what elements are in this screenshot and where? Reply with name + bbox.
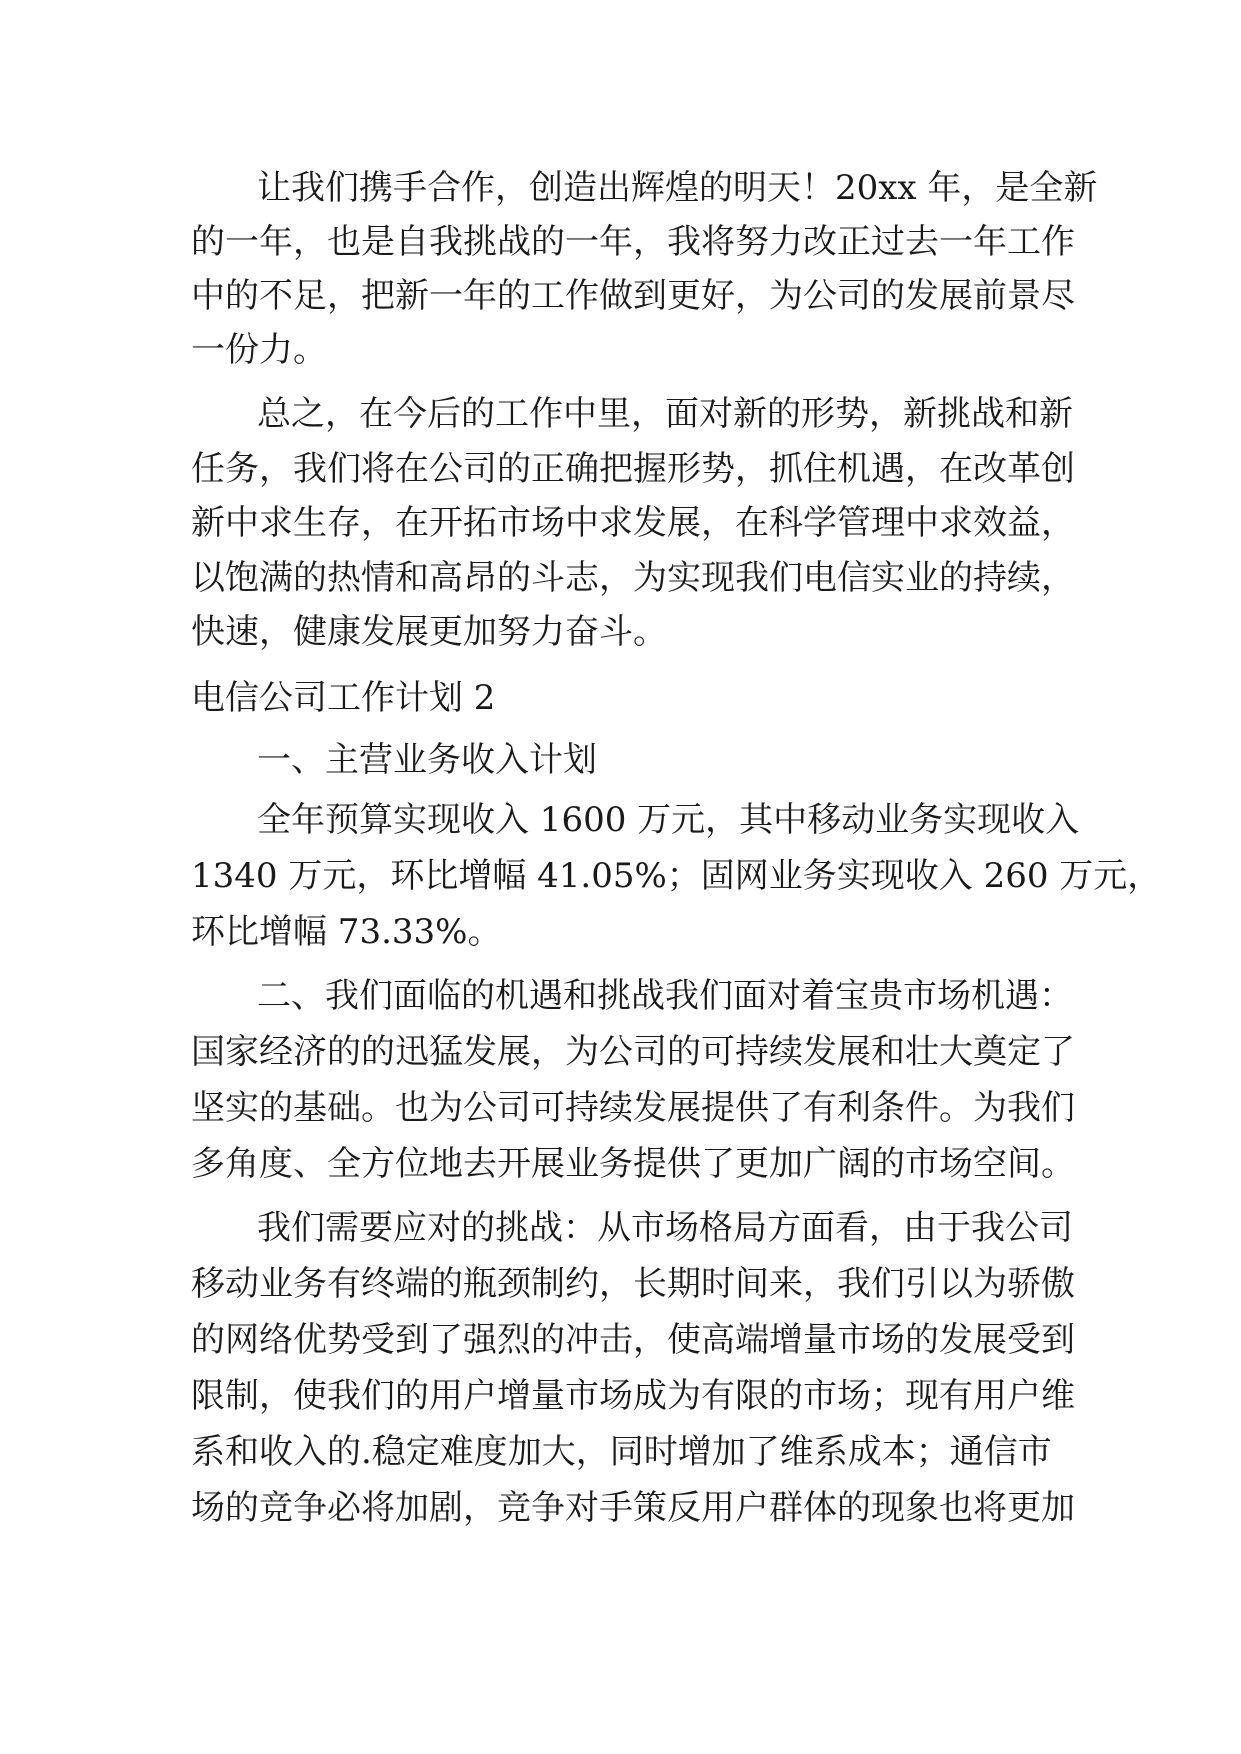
- text-line: 的一年，也是自我挑战的一年，我将努力改正过去一年工作: [191, 222, 1075, 262]
- text-line: 1340 万元，环比增幅 41.05%；固网业务实现收入 260 万元，: [191, 856, 1162, 896]
- text-line: 总之，在今后的工作中里，面对新的形势，新挑战和新: [257, 394, 1073, 434]
- text-line: 以饱满的热情和高昂的斗志，为实现我们电信实业的持续，: [191, 558, 1075, 598]
- text-line: 中的不足，把新一年的工作做到更好，为公司的发展前景尽: [191, 276, 1075, 316]
- text-line: 一份力。: [191, 330, 327, 370]
- paragraph-3-line-1: [0, 798, 1241, 842]
- text-line: 限制，使我们的用户增量市场成为有限的市场；现有用户维: [191, 1376, 1075, 1416]
- section-heading-1: [0, 738, 1241, 782]
- paragraph-4-line-2: [0, 1030, 1241, 1074]
- paragraph-5-line-1: [0, 1206, 1241, 1250]
- text-line: 移动业务有终端的瓶颈制约，长期时间来，我们引以为骄傲: [191, 1264, 1075, 1304]
- text-line: 任务，我们将在公司的正确把握形势，抓住机遇，在改革创: [191, 449, 1075, 489]
- paragraph-5-line-6: [0, 1486, 1241, 1530]
- text-line: 场的竞争必将加剧，竞争对手策反用户群体的现象也将更加: [191, 1488, 1075, 1528]
- text-line: 系和收入的.稳定难度加大，同时增加了维系成本；通信市: [191, 1432, 1052, 1472]
- paragraph-3-line-3: [0, 910, 1241, 954]
- paragraph-3-line-2: [0, 854, 1241, 898]
- paragraph-2-line-2: [0, 447, 1241, 491]
- text-line: 环比增幅 73.33%。: [191, 912, 502, 952]
- paragraph-5-line-5: [0, 1430, 1241, 1474]
- text-line: 让我们携手合作，创造出辉煌的明天！20xx 年，是全新: [257, 168, 1098, 208]
- page-title: 电信公司工作计划 2: [191, 678, 496, 718]
- text-line: 坚实的基础。也为公司可持续发展提供了有利条件。为我们: [191, 1088, 1075, 1128]
- paragraph-1-line-4: [0, 328, 1241, 372]
- text-line: 全年预算实现收入 1600 万元，其中移动业务实现收入: [257, 800, 1080, 840]
- text-line: 二、我们面临的机遇和挑战我们面对着宝贵市场机遇：: [257, 976, 1073, 1016]
- paragraph-2-line-5: [0, 610, 1241, 654]
- text-line: 我们需要应对的挑战：从市场格局方面看，由于我公司: [257, 1208, 1073, 1248]
- paragraph-4-line-3: [0, 1086, 1241, 1130]
- paragraph-2-line-4: [0, 556, 1241, 600]
- paragraph-5-line-3: [0, 1318, 1241, 1362]
- text-line: 的网络优势受到了强烈的冲击，使高端增量市场的发展受到: [191, 1320, 1075, 1360]
- section-title: [0, 676, 1241, 720]
- paragraph-4-line-1: [0, 974, 1241, 1018]
- text-line: 新中求生存，在开拓市场中求发展，在科学管理中求效益，: [191, 503, 1075, 543]
- paragraph-2-line-1: [0, 392, 1241, 436]
- paragraph-1-line-2: [0, 220, 1241, 264]
- subheading: 一、主营业务收入计划: [257, 740, 597, 780]
- paragraph-2-line-3: [0, 501, 1241, 545]
- paragraph-4-line-4: [0, 1142, 1241, 1186]
- text-line: 多角度、全方位地去开展业务提供了更加广阔的市场空间。: [191, 1144, 1075, 1184]
- text-line: 快速，健康发展更加努力奋斗。: [191, 612, 667, 652]
- text-line: 国家经济的的迅猛发展，为公司的可持续发展和壮大奠定了: [191, 1032, 1075, 1072]
- paragraph-5-line-2: [0, 1262, 1241, 1306]
- paragraph-1-line-3: [0, 274, 1241, 318]
- paragraph-1-line-1: [0, 166, 1241, 210]
- paragraph-5-line-4: [0, 1374, 1241, 1418]
